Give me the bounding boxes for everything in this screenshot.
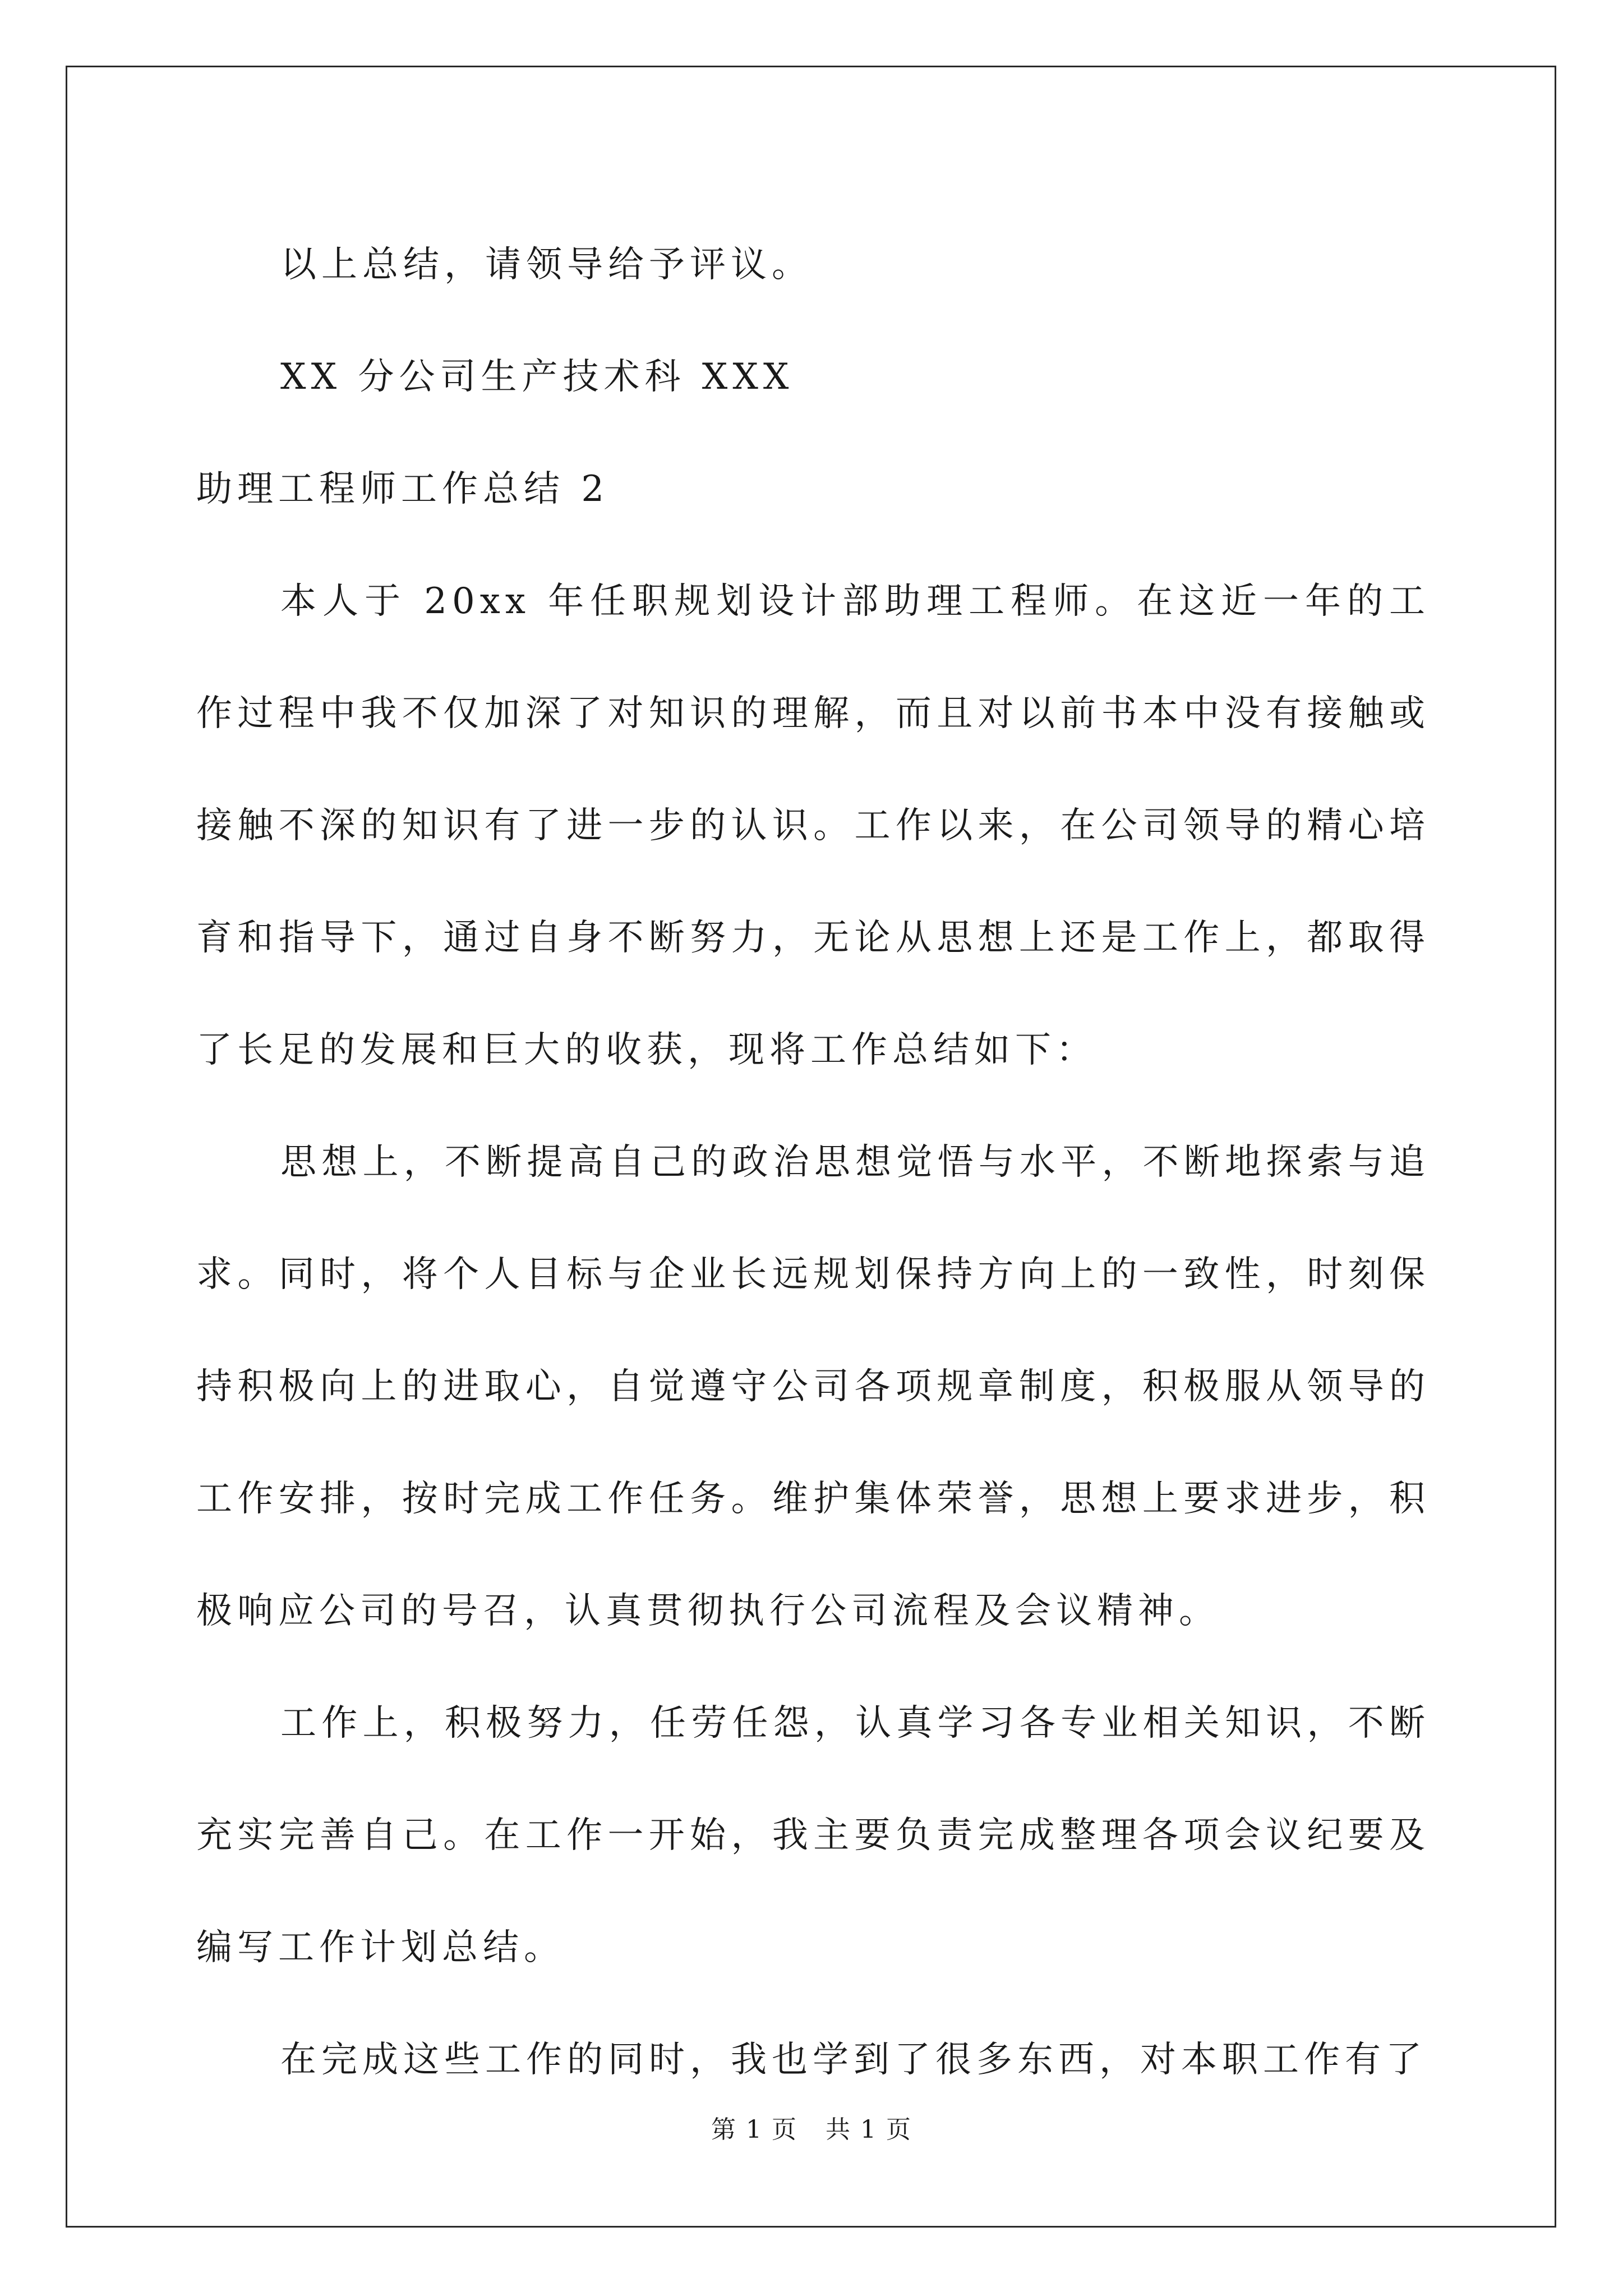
paragraph-learning: 在完成这些工作的同时，我也学到了很多东西，对本职工作有了 (280, 2039, 1427, 2081)
paragraph-signature: XX 分公司生产技术科 XXX (280, 356, 794, 398)
page-total: 共 1 页 (826, 2115, 912, 2144)
paragraph-work: 工作上，积极努力，任劳任怨，认真学习各专业相关知识，不断充实完善自己。在工作一开始，我主要负责完成整理各项会议纪要及编写工作计划总结。 (196, 1703, 1430, 1968)
document-body (196, 209, 1430, 2116)
paragraph-intro: 本人于 20xx 年任职规划设计部助理工程师。在这近一年的工作过程中我不仅加深了对知识的理解，而且对以前书本中没有接触或接触不深的知识有了进一步的认识。工作以来，在公司领导的精心培育和指导下，通过自身不断努力，无论从思想上还是工作上，都取得了长足的发展和巨大的收获，现将工作总结如下： (196, 581, 1430, 1071)
page-footer (0, 2109, 1623, 2145)
section-heading: 助理工程师工作总结 2 (196, 468, 610, 510)
paragraph-ideology: 思想上，不断提高自己的政治思想觉悟与水平，不断地探索与追求。同时，将个人目标与企业长远规划保持方向上的一致性，时刻保持积极向上的进取心，自觉遵守公司各项规章制度，积极服从领导的工作安排，按时完成工作任务。维护集体荣誉，思想上要求进步，积极响应公司的号召，认真贯彻执行公司流程及会议精神。 (196, 1142, 1430, 1632)
paragraph-closing: 以上总结，请领导给予评议。 (280, 244, 813, 286)
page-number: 第 1 页 (711, 2115, 797, 2144)
